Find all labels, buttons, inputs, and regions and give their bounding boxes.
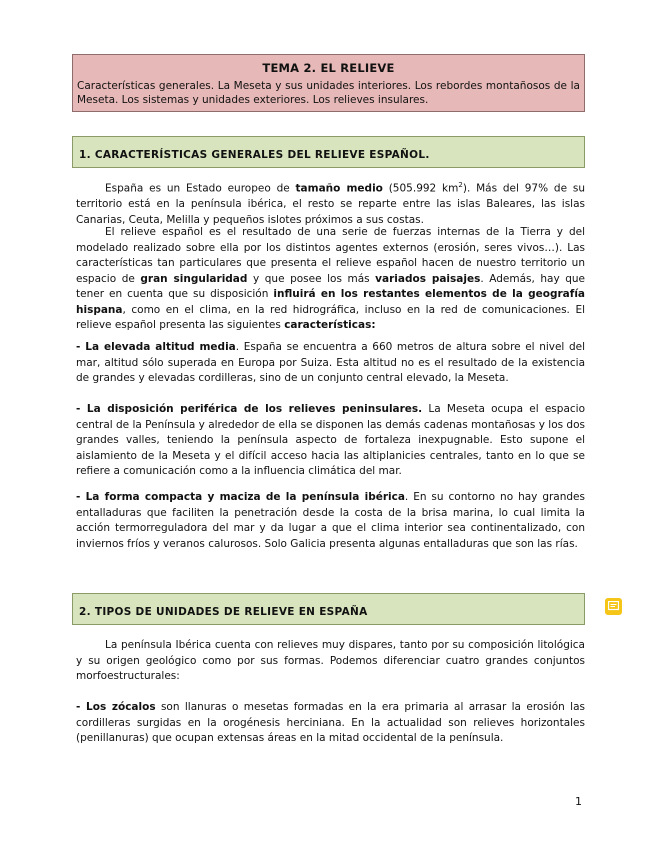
topic-title-box	[72, 54, 585, 112]
section-2-heading: 2. TIPOS DE UNIDADES DE RELIEVE EN ESPAÑA	[72, 593, 585, 625]
section-1-paragraph-2: El relieve español es el resultado de una serie de fuerzas internas de la Tierra y del modelado realizado sobre ella por los distintos agentes externos (erosión, seres vivos…). Las características tan particulares que presenta el relieve español hacen de nuestro territorio un espacio de gran singularidad y que posee los más variados paisajes. Además, hay que tener en cuenta que su disposición influirá en los restantes elementos de la geografía hispana, como en el clima, en la red hidrográfica, incluso en la red de comunicaciones. El relieve español presenta las siguientes características:	[76, 226, 586, 331]
section-2-paragraph-1: La península Ibérica cuenta con relieves muy dispares, tanto por su composición litológica y su origen geológico como por sus formas. Podemos diferenciar cuatro grandes conjuntos morfoestructurales:	[76, 639, 585, 682]
comment-note-icon[interactable]	[605, 598, 622, 615]
topic-subtitle: Características generales. La Meseta y sus unidades interiores. Los rebordes montañosos de la Meseta. Los sistemas y unidades exteriores. Los relieves insulares.	[77, 80, 580, 106]
section-1-heading: 1. CARACTERÍSTICAS GENERALES DEL RELIEVE ESPAÑOL.	[72, 136, 585, 168]
characteristic-altitude: - La elevada altitud media. España se encuentra a 660 metros de altura sobre el nivel del mar, altitud sólo superada en Europa por Suiza. Esta altitud no es el resultado de la existencia de grandes y elevadas cordilleras, sino de un conjunto central elevado, la Meseta.	[76, 341, 585, 384]
topic-title: TEMA 2. EL RELIEVE	[262, 61, 395, 75]
unit-zocalos: - Los zócalos son llanuras o mesetas formadas en la era primaria al arrasar la erosión las cordilleras surgidas en la orogénesis herciniana. En la actualidad son relieves horizontales (penillanuras) que ocupan extensas áreas en la mitad occidental de la península.	[76, 701, 585, 744]
page-number: 1	[575, 795, 582, 808]
characteristic-compact-shape: - La forma compacta y maciza de la península ibérica. En su contorno no hay grandes entalladuras que faciliten la penetración desde la costa de la brisa marina, lo cual limita la acción termorreguladora del mar y da lugar a que el clima interior sea continentalizado, con inviernos fríos y veranos calurosos. Solo Galicia presenta algunas entalladuras que son las rías.	[76, 491, 585, 550]
section-1-paragraph-1: España es un Estado europeo de tamaño medio (505.992 $km^2$). Más del 97% de su territorio está en la península ibérica, el resto se reparte entre las islas Baleares, las islas Canarias, Ceuta, Melilla y pequeños islotes próximos a sus costas.	[76, 181, 585, 226]
characteristic-peripheral-layout: - La disposición periférica de los relieves peninsulares. La Meseta ocupa el espacio central de la Península y alrededor de ella se disponen las demás cadenas montañosas y los dos grandes valles, teniendo la península aspecto de fortaleza inexpugnable. Esto supone el aislamiento de la Meseta y el difícil acceso hacia las altiplanicies centrales, tanto en lo que se refiere a comunicación como a la influencia climática del mar.	[76, 403, 585, 477]
